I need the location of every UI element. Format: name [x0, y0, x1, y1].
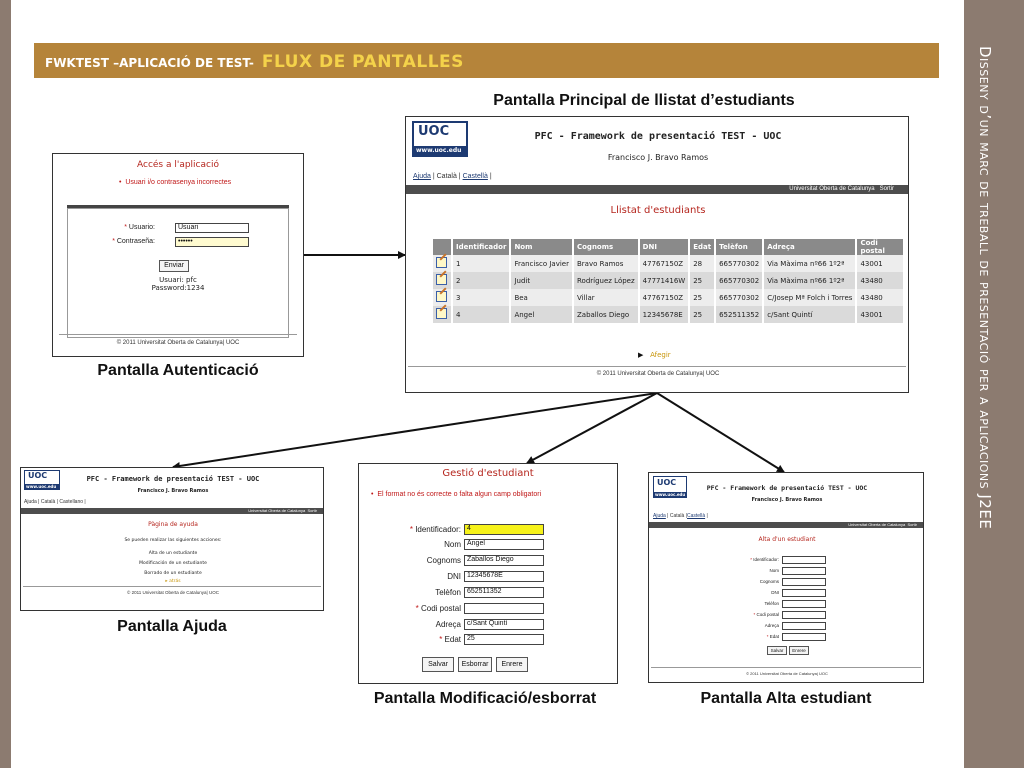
login-screenshot	[52, 153, 304, 357]
caption-add-screen: Pantalla Alta estudiant	[700, 690, 872, 707]
students-table	[433, 239, 905, 323]
add-codi-postal-input[interactable]	[782, 611, 826, 619]
caption-auth-screen: Pantalla Autenticació	[97, 362, 259, 379]
manage-field-label: Nom	[444, 540, 461, 549]
add-footer-divider	[651, 667, 921, 668]
table-row[interactable]	[433, 289, 904, 306]
edit-icon[interactable]	[436, 274, 447, 285]
add-field-label: * Codi postal	[753, 612, 779, 617]
cell-dni: 47771416W	[639, 272, 690, 289]
save-button[interactable]: Salvar	[767, 646, 787, 655]
login-submit-button[interactable]: Enviar	[159, 260, 189, 272]
help-intro: Se pueden realizar las siguientes acciones:	[124, 538, 222, 543]
help-item-3: Borrado de un estudiante	[144, 571, 202, 576]
help-title: Pàgina de ayuda	[148, 521, 198, 528]
main-footer-divider	[408, 366, 906, 367]
table-row[interactable]	[433, 272, 904, 289]
help-language-nav[interactable]: Ajuda | Català | Castellano |	[24, 499, 86, 505]
cell-telefon: 665770302	[715, 272, 763, 289]
header-subtitle: FWKTEST –APLICACIÓ DE TEST-	[45, 56, 254, 70]
modify-screenshot	[358, 463, 618, 684]
arrow-main-to-help	[173, 393, 657, 467]
cell-nom: Francisco Javier	[510, 255, 573, 272]
help-back-link[interactable]: ▸ atrás	[165, 579, 181, 584]
cell-cognoms: Zaballos Diego	[573, 306, 639, 323]
side-title-text: Disseny d’un marc de treball de presentació per a aplicacions J2EE	[976, 46, 994, 530]
manage-telefon-input[interactable]: 652511352	[464, 587, 544, 598]
manage-nom-input[interactable]: Angel	[464, 539, 544, 550]
add-field-label: Adreça	[764, 623, 779, 628]
cell-id: 1	[452, 255, 510, 272]
cell-cognoms: Bravo Ramos	[573, 255, 639, 272]
manage-id-input[interactable]: 4	[464, 524, 544, 535]
col-telefon: Telèfon	[715, 239, 763, 255]
col-edat: Edat	[689, 239, 715, 255]
edit-icon[interactable]	[436, 308, 447, 319]
cell-nom: Angel	[510, 306, 573, 323]
main-language-nav: Ajuda | Català | Castellà |	[413, 173, 492, 180]
add-field-label: Cognoms	[759, 579, 779, 584]
manage-edat-input[interactable]: 25	[464, 634, 544, 645]
help-app-title: PFC - Framework de presentació TEST - UOC	[86, 475, 260, 483]
add-app-title: PFC - Framework de presentació TEST - UOC	[706, 484, 868, 492]
add-field-label: * Edat	[766, 634, 779, 639]
add-nom-input[interactable]	[782, 567, 826, 575]
add-telefon-input[interactable]	[782, 600, 826, 608]
main-app-author: Francisco J. Bravo Ramos	[607, 153, 709, 162]
cell-edat: 25	[689, 272, 715, 289]
help-university-strip: Universitat Oberta de Catalunya Sortir	[21, 508, 323, 514]
add-edat-input[interactable]	[782, 633, 826, 641]
manage-field-label: Telèfon	[435, 588, 461, 597]
cell-telefon: 665770302	[715, 289, 763, 306]
cell-cognoms: Rodríguez López	[573, 272, 639, 289]
add-field-label: DNI	[771, 590, 779, 595]
manage-field-label: Adreça	[435, 620, 461, 629]
save-button[interactable]: Salvar	[422, 657, 454, 672]
add-field-label: Telèfon	[764, 601, 779, 606]
add-student-screenshot	[648, 472, 924, 683]
manage-field-label: * Identificador:	[409, 525, 461, 534]
delete-button[interactable]: Esborrar	[458, 657, 492, 672]
main-app-title: PFC - Framework de presentació TEST - UOC	[534, 131, 782, 142]
help-screenshot	[20, 467, 324, 611]
caption-main-screen: Pantalla Principal de llistat d’estudiants	[493, 92, 795, 109]
help-app-author: Francisco J. Bravo Ramos	[137, 488, 209, 494]
cell-edat: 25	[689, 306, 715, 323]
login-pass-label: * Contraseña:	[112, 238, 155, 245]
login-footer: © 2011 Universitat Oberta de Catalunya| UOC	[116, 340, 240, 346]
col-edit	[433, 239, 452, 255]
main-university-strip: Universitat Oberta de Catalunya Sortir	[406, 185, 908, 194]
cell-telefon: 652511352	[715, 306, 763, 323]
manage-dni-input[interactable]: 12345678E	[464, 571, 544, 582]
cell-cognoms: Villar	[573, 289, 639, 306]
table-row[interactable]	[433, 306, 904, 323]
add-cognoms-input[interactable]	[782, 578, 826, 586]
cell-edat: 28	[689, 255, 715, 272]
edit-icon[interactable]	[436, 257, 447, 268]
nav-catala[interactable]: Català	[436, 173, 457, 180]
cell-adreca: c/Sant Quintí	[763, 306, 856, 323]
main-footer: © 2011 Universitat Oberta de Catalunya| UOC	[596, 371, 720, 377]
cell-codi-postal: 43001	[856, 306, 904, 323]
cell-telefon: 665770302	[715, 255, 763, 272]
login-hint-user: Usuari: pfc	[159, 276, 197, 284]
table-row[interactable]	[433, 255, 904, 272]
back-button[interactable]: Enrere	[496, 657, 528, 672]
uoc-logo: UOC www.uoc.edu	[24, 470, 60, 490]
cell-codi-postal: 43480	[856, 289, 904, 306]
col-nom: Nom	[510, 239, 573, 255]
add-student-link[interactable]: ▶ Afegir	[638, 351, 671, 359]
manage-field-label: * Edat	[439, 635, 461, 644]
cell-nom: Judit	[510, 272, 573, 289]
manage-field-label: DNI	[447, 572, 461, 581]
col-adreca: Adreça	[763, 239, 856, 255]
manage-field-label: Cognoms	[426, 556, 461, 565]
cell-codi-postal: 43001	[856, 255, 904, 272]
login-hint-pass: Password:1234	[151, 284, 205, 292]
back-button[interactable]: Enrere	[789, 646, 809, 655]
add-app-author: Francisco J. Bravo Ramos	[751, 497, 823, 503]
students-table-header	[433, 239, 904, 255]
add-title: Alta d'un estudiant	[758, 536, 816, 543]
add-university-strip: Universitat Oberta de Catalunya Sortir	[649, 522, 923, 528]
nav-castella-link[interactable]: Castellà	[462, 173, 488, 180]
main-list-screenshot	[405, 116, 909, 393]
play-icon: ▶	[638, 351, 644, 359]
cell-adreca: C/Josep Mª Folch i Torres	[763, 289, 856, 306]
arrow-main-to-add	[657, 393, 784, 472]
help-item-1: Alta de un estudiante	[148, 551, 198, 556]
cell-edat: 25	[689, 289, 715, 306]
logout-link[interactable]: Sortir	[879, 186, 894, 192]
cell-nom: Bea	[510, 289, 573, 306]
add-dni-input[interactable]	[782, 589, 826, 597]
uoc-logo: UOC www.uoc.edu	[412, 121, 468, 157]
add-language-nav: Ajuda | Català |Castellà |	[653, 513, 708, 519]
list-title: Llistat d'estudiants	[610, 205, 706, 216]
cell-id: 3	[452, 289, 510, 306]
manage-error: • El format no és correcte o falta algun camp obligatori	[371, 491, 542, 498]
cell-dni: 47767150Z	[639, 289, 690, 306]
add-id-input[interactable]	[782, 556, 826, 564]
add-field-label: * Identificador:	[750, 557, 779, 562]
manage-codi-postal-input[interactable]	[464, 603, 544, 614]
cell-id: 2	[452, 272, 510, 289]
login-user-input[interactable]: Usuari	[175, 223, 249, 233]
cell-dni: 47767150Z	[639, 255, 690, 272]
caption-help-screen: Pantalla Ajuda	[117, 618, 227, 635]
login-title: Accés a l'aplicació	[137, 160, 219, 170]
col-identificador: Identificador	[452, 239, 510, 255]
help-footer-divider	[23, 586, 321, 587]
login-pass-input[interactable]: ••••••	[175, 237, 249, 247]
cell-adreca: Via Màxima nº66 1º2ª	[763, 272, 856, 289]
uoc-logo: UOC www.uoc.edu	[655, 478, 686, 497]
add-footer: © 2011 Universitat Oberta de Catalunya| UOC	[746, 671, 828, 676]
cell-adreca: Via Màxima nº66 1º2ª	[763, 255, 856, 272]
edit-icon[interactable]	[436, 291, 447, 302]
nav-help-link[interactable]: Ajuda	[413, 173, 431, 180]
manage-cognoms-input[interactable]: Zaballos Diego	[464, 555, 544, 566]
header-title: FLUX DE PANTALLES	[261, 52, 464, 72]
add-field-label: Nom	[769, 568, 779, 573]
cell-id: 4	[452, 306, 510, 323]
caption-modify-screen: Pantalla Modificació/esborrat	[373, 690, 597, 707]
col-dni: DNI	[639, 239, 690, 255]
login-footer-divider	[59, 334, 297, 335]
cell-codi-postal: 43480	[856, 272, 904, 289]
manage-adreca-input[interactable]: c/Sant Quintí	[464, 619, 544, 630]
help-item-2: Modificación de un estudiante	[139, 561, 207, 566]
login-error: • Usuari i/o contrasenya incorrectes	[119, 179, 232, 186]
manage-field-label: * Codi postal	[415, 604, 461, 613]
col-cognoms: Cognoms	[573, 239, 639, 255]
col-codi-postal: Codi postal	[856, 239, 904, 255]
cell-dni: 12345678E	[639, 306, 690, 323]
add-adreca-input[interactable]	[782, 622, 826, 630]
manage-title: Gestió d'estudiant	[442, 468, 534, 479]
help-footer: © 2011 Universitat Oberta de Catalunya| UOC	[127, 590, 219, 595]
login-user-label: * Usuario:	[124, 224, 155, 231]
